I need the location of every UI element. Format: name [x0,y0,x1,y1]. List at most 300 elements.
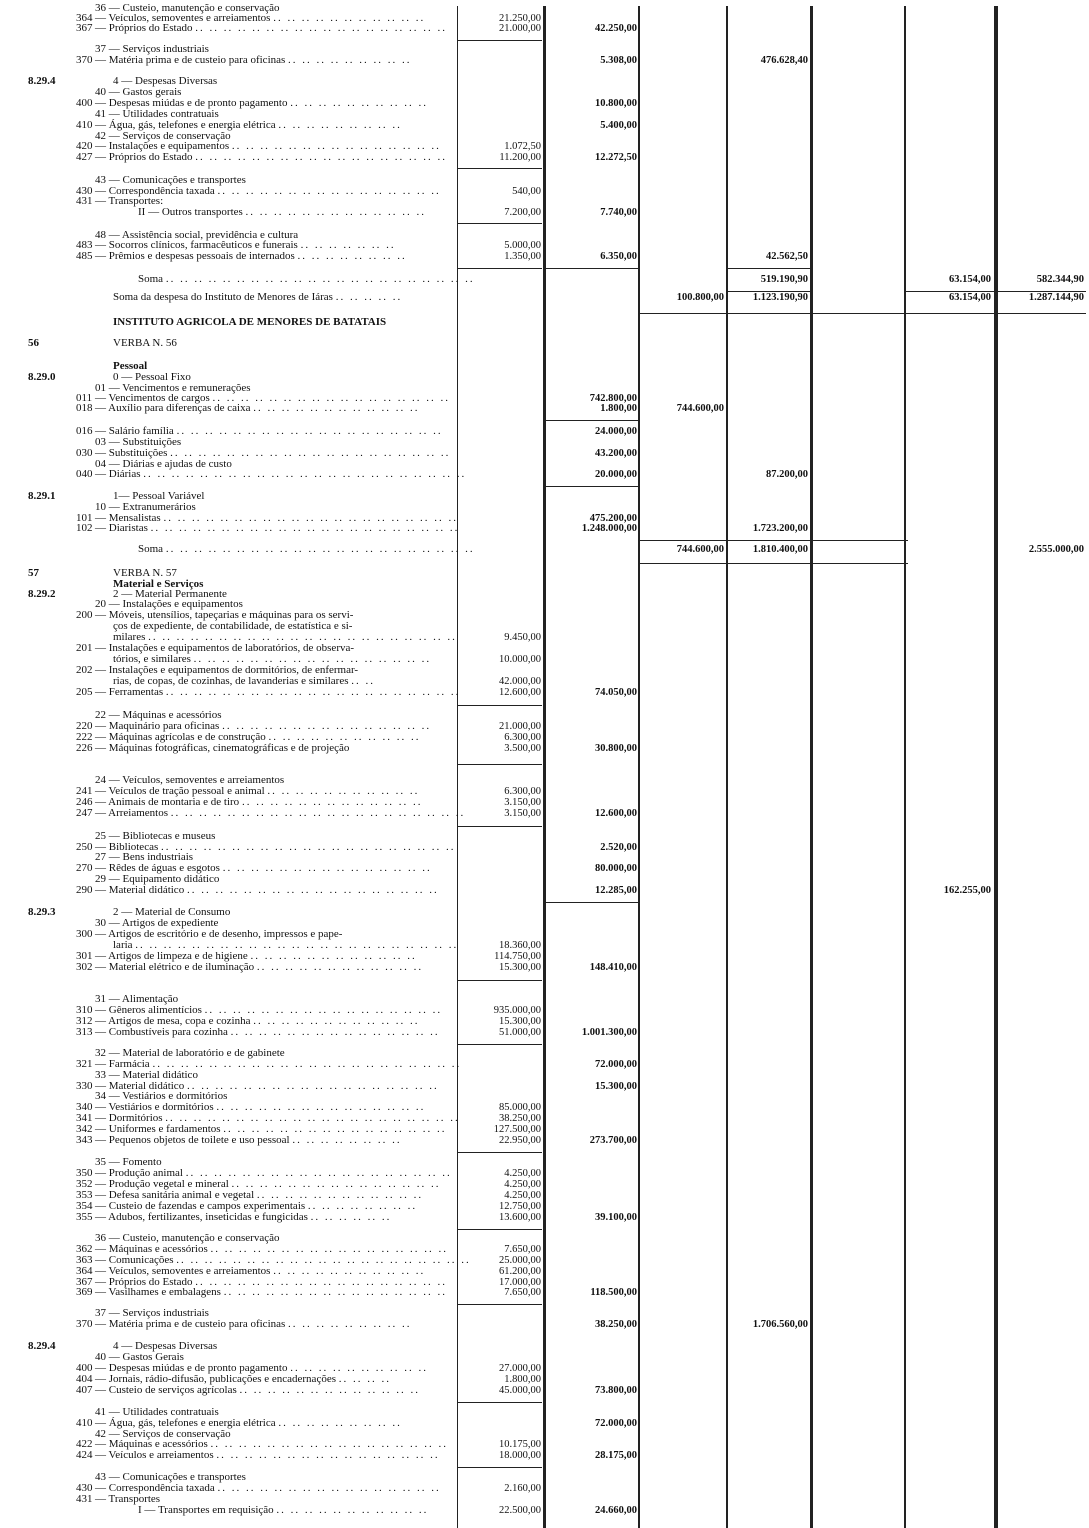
item-label: — Veículos de tração pessoal e animal .. .. .. .. .. .. .. .. .. .. .. [95,785,420,797]
leader-dots: .. .. .. .. .. .. .. .. .. [288,1318,412,1330]
item-code: 364 [76,12,93,24]
amount-a2: 2.520,00 [600,842,637,853]
item-code: 302 [76,961,93,973]
item-label: 1— Pessoal Variável [113,490,205,502]
item-label: — Rêdes de águas e esgotos .. .. .. .. .. .. .. .. .. .. .. .. .. .. .. [95,862,432,874]
leader-dots: .. .. .. .. .. .. .. .. .. .. .. .. .. .. .. .. .. .. .. .. .. .. .. [143,468,467,480]
item-label: Pessoal [113,360,148,372]
item-label: — Despesas miúdas e de pronto pagamento .. .. .. .. .. .. .. .. .. .. [95,97,428,109]
item-code: 312 [76,1015,93,1027]
amount-a1: 3.150,00 [504,797,541,808]
item-code: 352 [76,1178,93,1190]
leader-dots: .. .. .. .. .. .. .. .. .. .. .. .. .. .. .. [230,1026,440,1038]
item-code: 370 [76,54,93,66]
sum-rule [546,268,638,269]
amount-a2: 74.050,00 [595,687,637,698]
item-label: 31 — Alimentação [95,993,179,1005]
amount-a2: 6.350,00 [600,251,637,262]
item-label: 30 — Artigos de expediente [95,917,219,929]
amount-a1: 7.200,00 [504,207,541,218]
amount-a2: 1.800,00 [600,403,637,414]
item-code: 342 [76,1123,93,1135]
leader-dots: .. .. .. .. .. .. .. .. .. .. .. .. .. .. .. [231,140,441,152]
item-label: milares .. .. .. .. .. .. .. .. .. .. .. .. .. .. .. .. .. .. .. .. .. .. [113,631,457,643]
item-label: — Bibliotecas .. .. .. .. .. .. .. .. .. .. .. .. .. .. .. .. .. .. .. .. .. [95,841,456,853]
amount-a1: 1.072,50 [504,141,541,152]
item-code: 431 [76,1493,93,1505]
item-code: 250 [76,841,93,853]
item-label: 04 — Diárias e ajudas de custo [95,458,232,470]
amount-a3: 744.600,00 [676,403,724,414]
amount-a6: 1.287.144,90 [1028,292,1084,303]
item-label: — Correspondência taxada .. .. .. .. .. .. .. .. .. .. .. .. .. .. .. .. [95,185,441,197]
leader-dots: .. .. .. .. .. .. .. .. .. .. .. .. .. .. .. .. [223,1286,447,1298]
item-label: rias, de copas, de cozinhas, de lavanderias e similares .. .. [113,675,375,687]
item-label: INSTITUTO AGRICOLA DE MENORES DE BATATAIS [113,316,387,328]
amount-a1: 10.175,00 [499,1439,541,1450]
item-label: — Matéria prima e de custeio para oficinas .. .. .. .. .. .. .. .. .. [95,54,412,66]
amount-a1: 15.300,00 [499,1016,541,1027]
item-label: 41 — Utilidades contratuais [95,1406,219,1418]
item-label: — Auxílio para diferenças de caixa .. .. .. .. .. .. .. .. .. .. .. .. [95,402,420,414]
item-code: 011 [76,392,93,404]
leader-dots: .. .. .. .. .. .. .. .. .. .. .. .. .. .. .. [216,1101,426,1113]
leader-dots: .. .. .. .. .. .. .. .. [292,1134,402,1146]
amount-a4: 87.200,00 [766,469,808,480]
item-label: — Diaristas .. .. .. .. .. .. .. .. .. .. .. .. .. .. .. .. .. .. .. .. .. .. [95,522,460,534]
item-code: 420 [76,140,93,152]
item-code: 407 [76,1384,93,1396]
leader-dots: .. .. .. .. .. .. .. .. .. .. .. .. .. .. .. [231,1178,441,1190]
amount-a2: 73.800,00 [595,1385,637,1396]
item-label: — Jornais, rádio-difusão, publicações e encadernações .. .. .. .. [95,1373,391,1385]
item-code: 430 [76,1482,93,1494]
item-label: — Diárias .. .. .. .. .. .. .. .. .. .. .. .. .. .. .. .. .. .. .. .. .. .. .. [95,468,467,480]
amount-a2: 273.700,00 [589,1135,637,1146]
item-code: 018 [76,402,93,414]
item-label: 10 — Extranumerários [95,501,196,513]
item-code: 040 [76,468,93,480]
amount-a2: 1.248.000,00 [581,523,637,534]
sum-rule [728,268,810,269]
section-code: 57 [28,567,39,579]
leader-dots: .. .. .. .. .. .. .. .. .. .. .. .. [256,961,424,973]
amount-a4: 519.190,90 [760,274,808,285]
item-code: 330 [76,1080,93,1092]
leader-dots: .. .. .. .. .. .. .. .. .. .. .. .. .. .. .. .. .. .. [195,22,447,34]
amount-a6: 2.555.000,00 [1028,544,1084,555]
item-code: 404 [76,1373,93,1385]
item-code: 424 [76,1449,93,1461]
item-label: — Veículos, semoventes e arreiamentos .. .. .. .. .. .. .. .. .. .. .. [95,12,426,24]
item-label: — Vasilhames e embalagens .. .. .. .. .. .. .. .. .. .. .. .. .. .. .. .. [95,1286,447,1298]
amount-a1: 22.950,00 [499,1135,541,1146]
amount-a3: 744.600,00 [676,544,724,555]
amount-a1: 42.000,00 [499,676,541,687]
column-rule [904,6,906,1528]
leader-dots: .. .. .. .. .. .. .. .. .. .. .. .. .. .. .. .. .. [212,392,451,404]
item-label: 40 — Gastos Gerais [95,1351,184,1363]
item-label: 43 — Comunicações e transportes [95,1471,246,1483]
amount-a2: 1.001.300,00 [581,1027,637,1038]
item-label: 37 — Serviços industriais [95,43,209,55]
amount-a4: 476.628,40 [760,55,808,66]
amount-a1: 540,00 [512,186,541,197]
sum-rule [458,980,542,981]
item-code: 343 [76,1134,93,1146]
leader-dots: .. .. .. .. .. .. .. .. .. .. .. .. [256,1189,424,1201]
leader-dots: .. .. .. .. .. .. .. .. .. .. .. .. .. .. .. .. [216,1449,440,1461]
leader-dots: .. .. .. .. .. .. .. .. .. .. .. .. .. .. .. .. .. .. .. .. [170,447,451,459]
leader-dots: .. .. .. .. .. .. .. .. .. .. .. .. .. .. .. .. .. .. .. .. .. [165,1112,460,1124]
column-rule [638,6,640,1528]
item-label: 20 — Instalações e equipamentos [95,598,243,610]
leader-dots: .. .. .. .. .. .. .. .. .. .. .. .. .. .. .. .. .. .. .. [185,1167,452,1179]
amount-a1: 15.300,00 [499,962,541,973]
section-code: 8.29.4 [28,1340,56,1352]
amount-a2: 7.740,00 [600,207,637,218]
amount-a2: 80.000,00 [595,863,637,874]
item-label: — Artigos de mesa, copa e cozinha .. .. .. .. .. .. .. .. .. .. .. .. [95,1015,420,1027]
item-label: 24 — Veículos, semoventes e arreiamentos [95,774,285,786]
amount-a1: 45.000,00 [499,1385,541,1396]
amount-a2: 12.285,00 [595,885,637,896]
item-label: — Instalações e equipamentos .. .. .. .. .. .. .. .. .. .. .. .. .. .. .. [95,140,441,152]
column-rule [457,6,458,1528]
item-label: — Transportes [95,1493,161,1505]
leader-dots: .. .. .. .. [338,1373,391,1385]
item-label: — Gêneros alimentícios .. .. .. .. .. .. .. .. .. .. .. .. .. .. .. .. .. [95,1004,443,1016]
amount-a1: 4.250,00 [504,1190,541,1201]
item-code: 350 [76,1167,93,1179]
amount-a2: 12.600,00 [595,808,637,819]
item-code: 430 [76,185,93,197]
item-label: — Máquinas e acessórios .. .. .. .. .. .. .. .. .. .. .. .. .. .. .. .. .. [95,1438,448,1450]
amount-a2: 28.175,00 [595,1450,637,1461]
amount-a1: 13.600,00 [499,1212,541,1223]
item-code: 354 [76,1200,93,1212]
leader-dots: .. .. .. .. .. .. .. .. .. .. .. .. .. .. .. .. .. .. [195,1276,447,1288]
leader-dots: .. .. .. .. .. .. .. .. .. .. .. [267,785,420,797]
sum-rule [458,764,542,765]
item-label: laria .. .. .. .. .. .. .. .. .. .. .. .. .. .. .. .. .. .. .. .. .. .. .. [113,939,459,951]
amount-a4: 1.706.560,00 [752,1319,808,1330]
leader-dots: .. .. .. .. .. .. .. .. .. .. .. .. .. .. .. [222,720,432,732]
amount-a2: 30.800,00 [595,743,637,754]
item-label: 22 — Máquinas e acessórios [95,709,222,721]
item-code: 400 [76,97,93,109]
item-code: 341 [76,1112,93,1124]
amount-a1: 85.000,00 [499,1102,541,1113]
amount-a1: 21.250,00 [499,13,541,24]
item-code: 301 [76,950,93,962]
section-code: 8.29.3 [28,906,56,918]
amount-a1: 12.600,00 [499,687,541,698]
amount-a2: 24.000,00 [595,426,637,437]
item-label: — Vencimentos de cargos .. .. .. .. .. .. .. .. .. .. .. .. .. .. .. .. .. [95,392,451,404]
item-label: — Adubos, fertilizantes, inseticidas e fungicidas .. .. .. .. .. .. [95,1211,392,1223]
sum-rule [458,705,542,706]
amount-a1: 127.500,00 [493,1124,541,1135]
amount-a2: 10.800,00 [595,98,637,109]
item-code: 363 [76,1254,93,1266]
sum-rule [458,168,542,169]
item-label: — Arreiamentos .. .. .. .. .. .. .. .. .. .. .. .. .. .. .. .. .. .. .. .. .. [95,807,466,819]
leader-dots: .. .. .. .. .. .. .. .. .. .. [290,97,428,109]
amount-a1: 25.000,00 [499,1255,541,1266]
amount-a2: 42.250,00 [595,23,637,34]
leader-dots: .. .. .. .. .. .. .. .. .. .. .. .. .. .. .. .. [223,1123,447,1135]
item-label: — Máquinas fotográficas, cinematográficas e de projeção [95,742,350,754]
sum-rule [458,40,542,41]
item-label: — Próprios do Estado .. .. .. .. .. .. .. .. .. .. .. .. .. .. .. .. .. .. [95,22,447,34]
item-code: 483 [76,239,93,251]
section-code: 8.29.2 [28,588,56,600]
item-label: — Água, gás, telefones e energia elétrica .. .. .. .. .. .. .. .. .. [95,119,402,131]
item-label: — Artigos de limpeza e de higiene .. .. .. .. .. .. .. .. .. .. .. .. [95,950,417,962]
item-label: — Dormitórios .. .. .. .. .. .. .. .. .. .. .. .. .. .. .. .. .. .. .. .. .. [95,1112,460,1124]
sum-rule [546,902,638,903]
item-code: 370 [76,1318,93,1330]
item-label: — Combustíveis para cozinha .. .. .. .. .. .. .. .. .. .. .. .. .. .. .. [95,1026,440,1038]
sum-rule [458,826,542,827]
item-code: 241 [76,785,93,797]
leader-dots: .. .. .. .. .. .. .. .. .. .. .. .. .. .. .. .. .. .. .. .. .. [170,807,466,819]
item-label: — Móveis, utensílios, tapeçarias e máquinas para os servi- [95,609,354,621]
item-label: — Despesas miúdas e de pronto pagamento .. .. .. .. .. .. .. .. .. .. [95,1362,428,1374]
section-code: 8.29.4 [28,75,56,87]
item-code: 200 [76,609,93,621]
item-label: 48 — Assistência social, previdência e cultura [95,229,299,241]
item-label: Soma da despesa do Instituto de Menores de Iáras .. .. .. .. .. [113,291,403,303]
item-label: VERBA N. 57 [113,567,177,579]
amount-a4: 1.723.200,00 [752,523,808,534]
item-code: 030 [76,447,93,459]
item-label: — Próprios do Estado .. .. .. .. .. .. .. .. .. .. .. .. .. .. .. .. .. .. [95,1276,447,1288]
leader-dots: .. .. .. .. .. .. .. .. .. .. .. .. [253,402,420,414]
item-label: — Produção vegetal e mineral .. .. .. .. .. .. .. .. .. .. .. .. .. .. .. [95,1178,441,1190]
item-label: Soma .. .. .. .. .. .. .. .. .. .. .. .. .. .. .. .. .. .. .. .. .. .. [138,543,475,555]
sum-rule [458,1467,542,1468]
item-code: 362 [76,1243,93,1255]
item-label: — Material didático .. .. .. .. .. .. .. .. .. .. .. .. .. .. .. .. .. .. [95,884,439,896]
item-label: 29 — Equipamento didático [95,873,220,885]
leader-dots: .. .. .. .. .. .. .. .. .. .. .. .. .. .. .. .. .. .. .. .. .. .. [165,543,475,555]
amount-a2: 72.000,00 [595,1059,637,1070]
leader-dots: .. .. .. .. .. .. .. .. [307,1200,418,1212]
item-label: — Socorros clínicos, farmacêuticos e funerais .. .. .. .. .. .. .. [95,239,396,251]
amount-a2: 5.400,00 [600,120,637,131]
sum-rule [458,1152,542,1153]
item-label: — Material didático .. .. .. .. .. .. .. .. .. .. .. .. .. .. .. .. .. .. [95,1080,439,1092]
amount-a1: 5.000,00 [504,240,541,251]
leader-dots: .. .. .. .. .. .. .. .. .. .. .. .. .. .. .. [222,862,432,874]
item-label: — Farmácia .. .. .. .. .. .. .. .. .. .. .. .. .. .. .. .. .. .. .. .. .. .. [95,1058,462,1070]
amount-a1: 1.800,00 [504,1374,541,1385]
amount-a2: 72.000,00 [595,1418,637,1429]
amount-a4: 1.123.190,90 [752,292,808,303]
item-label: — Veículos e arreiamentos .. .. .. .. .. .. .. .. .. .. .. .. .. .. .. .. [95,1449,440,1461]
column-rule [810,6,813,1528]
item-label: tórios, e similares .. .. .. .. .. .. .. .. .. .. .. .. .. .. .. .. .. [113,653,432,665]
amount-a2: 20.000,00 [595,469,637,480]
leader-dots: .. .. .. .. .. .. .. .. .. .. .. .. .. .. .. .. [217,1482,441,1494]
amount-a1: 22.500,00 [499,1505,541,1516]
leader-dots: .. .. .. .. .. .. .. .. .. .. .. .. [253,1015,420,1027]
amount-a1: 6.300,00 [504,732,541,743]
item-label: — Animais de montaria e de tiro .. .. .. .. .. .. .. .. .. .. .. .. .. [95,796,423,808]
item-label: — Máquinas agrícolas e de construção .. .. .. .. .. .. .. .. .. .. .. [95,731,421,743]
sum-rule [546,486,638,487]
amount-a1: 17.000,00 [499,1277,541,1288]
amount-a1: 9.450,00 [504,632,541,643]
amount-a1: 12.750,00 [499,1201,541,1212]
amount-a2: 39.100,00 [595,1212,637,1223]
leader-dots: .. .. .. .. .. .. .. .. .. .. .. [273,12,426,24]
item-label: — Maquinário para oficinas .. .. .. .. .. .. .. .. .. .. .. .. .. .. .. [95,720,432,732]
leader-dots: .. .. .. .. .. .. .. .. .. .. .. .. .. .. .. .. .. [210,1243,448,1255]
item-label: — Correspondência taxada .. .. .. .. .. .. .. .. .. .. .. .. .. .. .. .. [95,1482,441,1494]
sum-rule [458,1044,542,1045]
item-label: 37 — Serviços industriais [95,1307,209,1319]
amount-a1: 1.350,00 [504,251,541,262]
item-label: 4 — Despesas Diversas [113,75,218,87]
leader-dots: .. .. .. .. .. .. .. .. .. .. .. .. .. .. .. .. .. [193,653,432,665]
item-code: 369 [76,1286,93,1298]
amount-a1: 61.200,00 [499,1266,541,1277]
amount-a6: 582.344,90 [1036,274,1084,285]
item-label: — Veículos, semoventes e arreiamentos .. .. .. .. .. .. .. .. .. .. .. [95,1265,426,1277]
item-label: — Salário família .. .. .. .. .. .. .. .. .. .. .. .. .. .. .. .. .. .. .. [95,425,443,437]
item-label: — Custeio de fazendas e campos experimentais .. .. .. .. .. .. .. .. [95,1200,418,1212]
amount-a4: 1.810.400,00 [752,544,808,555]
column-rule [994,6,998,1528]
leader-dots: .. .. .. .. .. .. .. .. .. .. .. .. .. .. .. .. .. .. .. .. .. .. .. [135,939,459,951]
item-code: 270 [76,862,93,874]
amount-a2: 38.250,00 [595,1319,637,1330]
leader-dots: .. .. .. .. .. .. .. .. .. .. [290,1362,428,1374]
leader-dots: .. .. .. .. .. .. .. .. .. .. .. .. .. [239,1384,420,1396]
item-label: — Custeio de serviços agrícolas .. .. .. .. .. .. .. .. .. .. .. .. .. [95,1384,420,1396]
item-code: 201 [76,642,93,654]
item-label: — Substituições .. .. .. .. .. .. .. .. .. .. .. .. .. .. .. .. .. .. .. .. [95,447,451,459]
sum-rule [458,1229,542,1230]
item-label: — Pequenos objetos de toilete e uso pessoal .. .. .. .. .. .. .. .. [95,1134,402,1146]
amount-a1: 51.000,00 [499,1027,541,1038]
leader-dots: .. .. .. .. .. .. .. .. .. .. .. .. .. .. .. .. .. .. .. .. .. .. [165,273,475,285]
amount-a1: 3.500,00 [504,743,541,754]
item-code: 246 [76,796,93,808]
amount-a1: 38.250,00 [499,1113,541,1124]
item-code: 102 [76,522,93,534]
item-code: 226 [76,742,93,754]
leader-dots: .. .. .. .. .. .. .. .. .. [278,1417,402,1429]
leader-dots: .. .. .. .. .. .. .. .. .. .. .. .. .. .. .. .. .. .. .. [176,425,443,437]
item-label: 41 — Utilidades contratuais [95,108,219,120]
item-label: 4 — Despesas Diversas [113,1340,218,1352]
leader-dots: .. .. .. .. .. .. .. .. .. .. .. .. .. .. .. .. [217,185,441,197]
amount-a1: 6.300,00 [504,786,541,797]
item-label: VERBA N. 56 [113,337,177,349]
sum-rule [458,268,542,269]
item-label: 0 — Pessoal Fixo [113,371,191,383]
leader-dots: .. .. .. .. .. .. .. .. .. .. .. [276,1504,429,1516]
item-label: 35 — Fomento [95,1156,162,1168]
amount-a1: 18.360,00 [499,940,541,951]
item-label: 27 — Bens industriais [95,851,194,863]
item-label: — Instalações e equipamentos de dormitórios, de enfermar- [95,664,359,676]
leader-dots: .. .. .. .. .. .. .. .. .. .. .. .. .. .. .. .. .. .. .. .. .. [163,512,458,524]
item-label: Soma .. .. .. .. .. .. .. .. .. .. .. .. .. .. .. .. .. .. .. .. .. .. [138,273,475,285]
amount-a2: 475.200,00 [589,513,637,524]
item-label: — Defesa sanitária animal e vegetal .. .. .. .. .. .. .. .. .. .. .. .. [95,1189,424,1201]
amount-a2: 15.300,00 [595,1081,637,1092]
item-label: 42 — Serviços de conservação [95,1428,231,1440]
amount-a5: 63.154,00 [949,274,991,285]
amount-a1: 18.000,00 [499,1450,541,1461]
item-code: 247 [76,807,93,819]
column-rule [543,6,546,1528]
leader-dots: .. .. .. .. .. .. .. .. .. .. .. .. .. .. .. .. .. .. .. .. .. .. [150,522,460,534]
item-label: 42 — Serviços de conservação [95,130,231,142]
amount-a1: 4.250,00 [504,1179,541,1190]
item-label: — Uniformes e fardamentos .. .. .. .. .. .. .. .. .. .. .. .. .. .. .. .. [95,1123,447,1135]
sum-rule [546,420,638,421]
item-label: — Água, gás, telefones e energia elétrica .. .. .. .. .. .. .. .. .. [95,1417,402,1429]
item-code: 431 [76,195,93,207]
leader-dots: .. .. .. .. .. .. .. .. .. .. .. .. .. [241,796,423,808]
item-code: 202 [76,664,93,676]
item-label: — Máquinas e acessórios .. .. .. .. .. .. .. .. .. .. .. .. .. .. .. .. .. [95,1243,448,1255]
leader-dots: .. .. .. .. .. .. .. .. .. .. .. .. .. .. .. .. .. .. .. .. .. .. [152,1058,462,1070]
item-label: — Transportes: [95,195,164,207]
item-label: 2 — Material Permanente [113,588,227,600]
item-label: 33 — Material didático [95,1069,198,1081]
item-label: II — Outros transportes .. .. .. .. .. .. .. .. .. .. .. .. .. [138,206,427,218]
amount-a1: 7.650,00 [504,1244,541,1255]
sum-rule [458,223,542,224]
item-label: 03 — Substituições [95,436,182,448]
item-code: 400 [76,1362,93,1374]
item-label: 36 — Custeio, manutenção e conservação [95,1232,280,1244]
sum-rule [640,313,1086,314]
item-code: 016 [76,425,93,437]
leader-dots: .. .. .. .. .. .. .. .. .. .. .. .. .. .. .. .. .. .. .. .. .. [176,1254,471,1266]
amount-a1: 114.750,00 [494,951,541,962]
sum-rule [458,1402,542,1403]
amount-a4: 42.562,50 [766,251,808,262]
item-label: — Mensalistas .. .. .. .. .. .. .. .. .. .. .. .. .. .. .. .. .. .. .. .. .. [95,512,458,524]
item-label: 34 — Vestiários e dormitórios [95,1090,228,1102]
amount-a1: 10.000,00 [499,654,541,665]
leader-dots: .. .. .. .. .. .. .. [300,239,396,251]
leader-dots: .. .. .. .. .. .. .. .. .. .. .. .. .. [245,206,427,218]
amount-a1: 11.200,00 [499,152,541,163]
item-label: — Próprios do Estado .. .. .. .. .. .. .. .. .. .. .. .. .. .. .. .. .. .. [95,151,447,163]
item-code: 485 [76,250,93,262]
item-label: — Matéria prima e de custeio para oficinas .. .. .. .. .. .. .. .. .. [95,1318,412,1330]
leader-dots: .. .. .. .. .. .. .. .. .. .. .. .. .. .. .. .. .. [204,1004,443,1016]
item-label: — Artigos de escritório e de desenho, impressos e pape- [95,928,343,940]
amount-a1: 4.250,00 [504,1168,541,1179]
item-label: 25 — Bibliotecas e museus [95,830,216,842]
item-label: 01 — Vencimentos e remunerações [95,382,251,394]
section-code: 56 [28,337,39,349]
amount-a1: 27.000,00 [499,1363,541,1374]
item-code: 353 [76,1189,93,1201]
leader-dots: .. .. .. .. .. .. .. .. .. .. .. .. .. .. .. .. .. .. .. .. .. [165,686,461,698]
item-label: — Vestiários e dormitórios .. .. .. .. .. .. .. .. .. .. .. .. .. .. .. [95,1101,426,1113]
